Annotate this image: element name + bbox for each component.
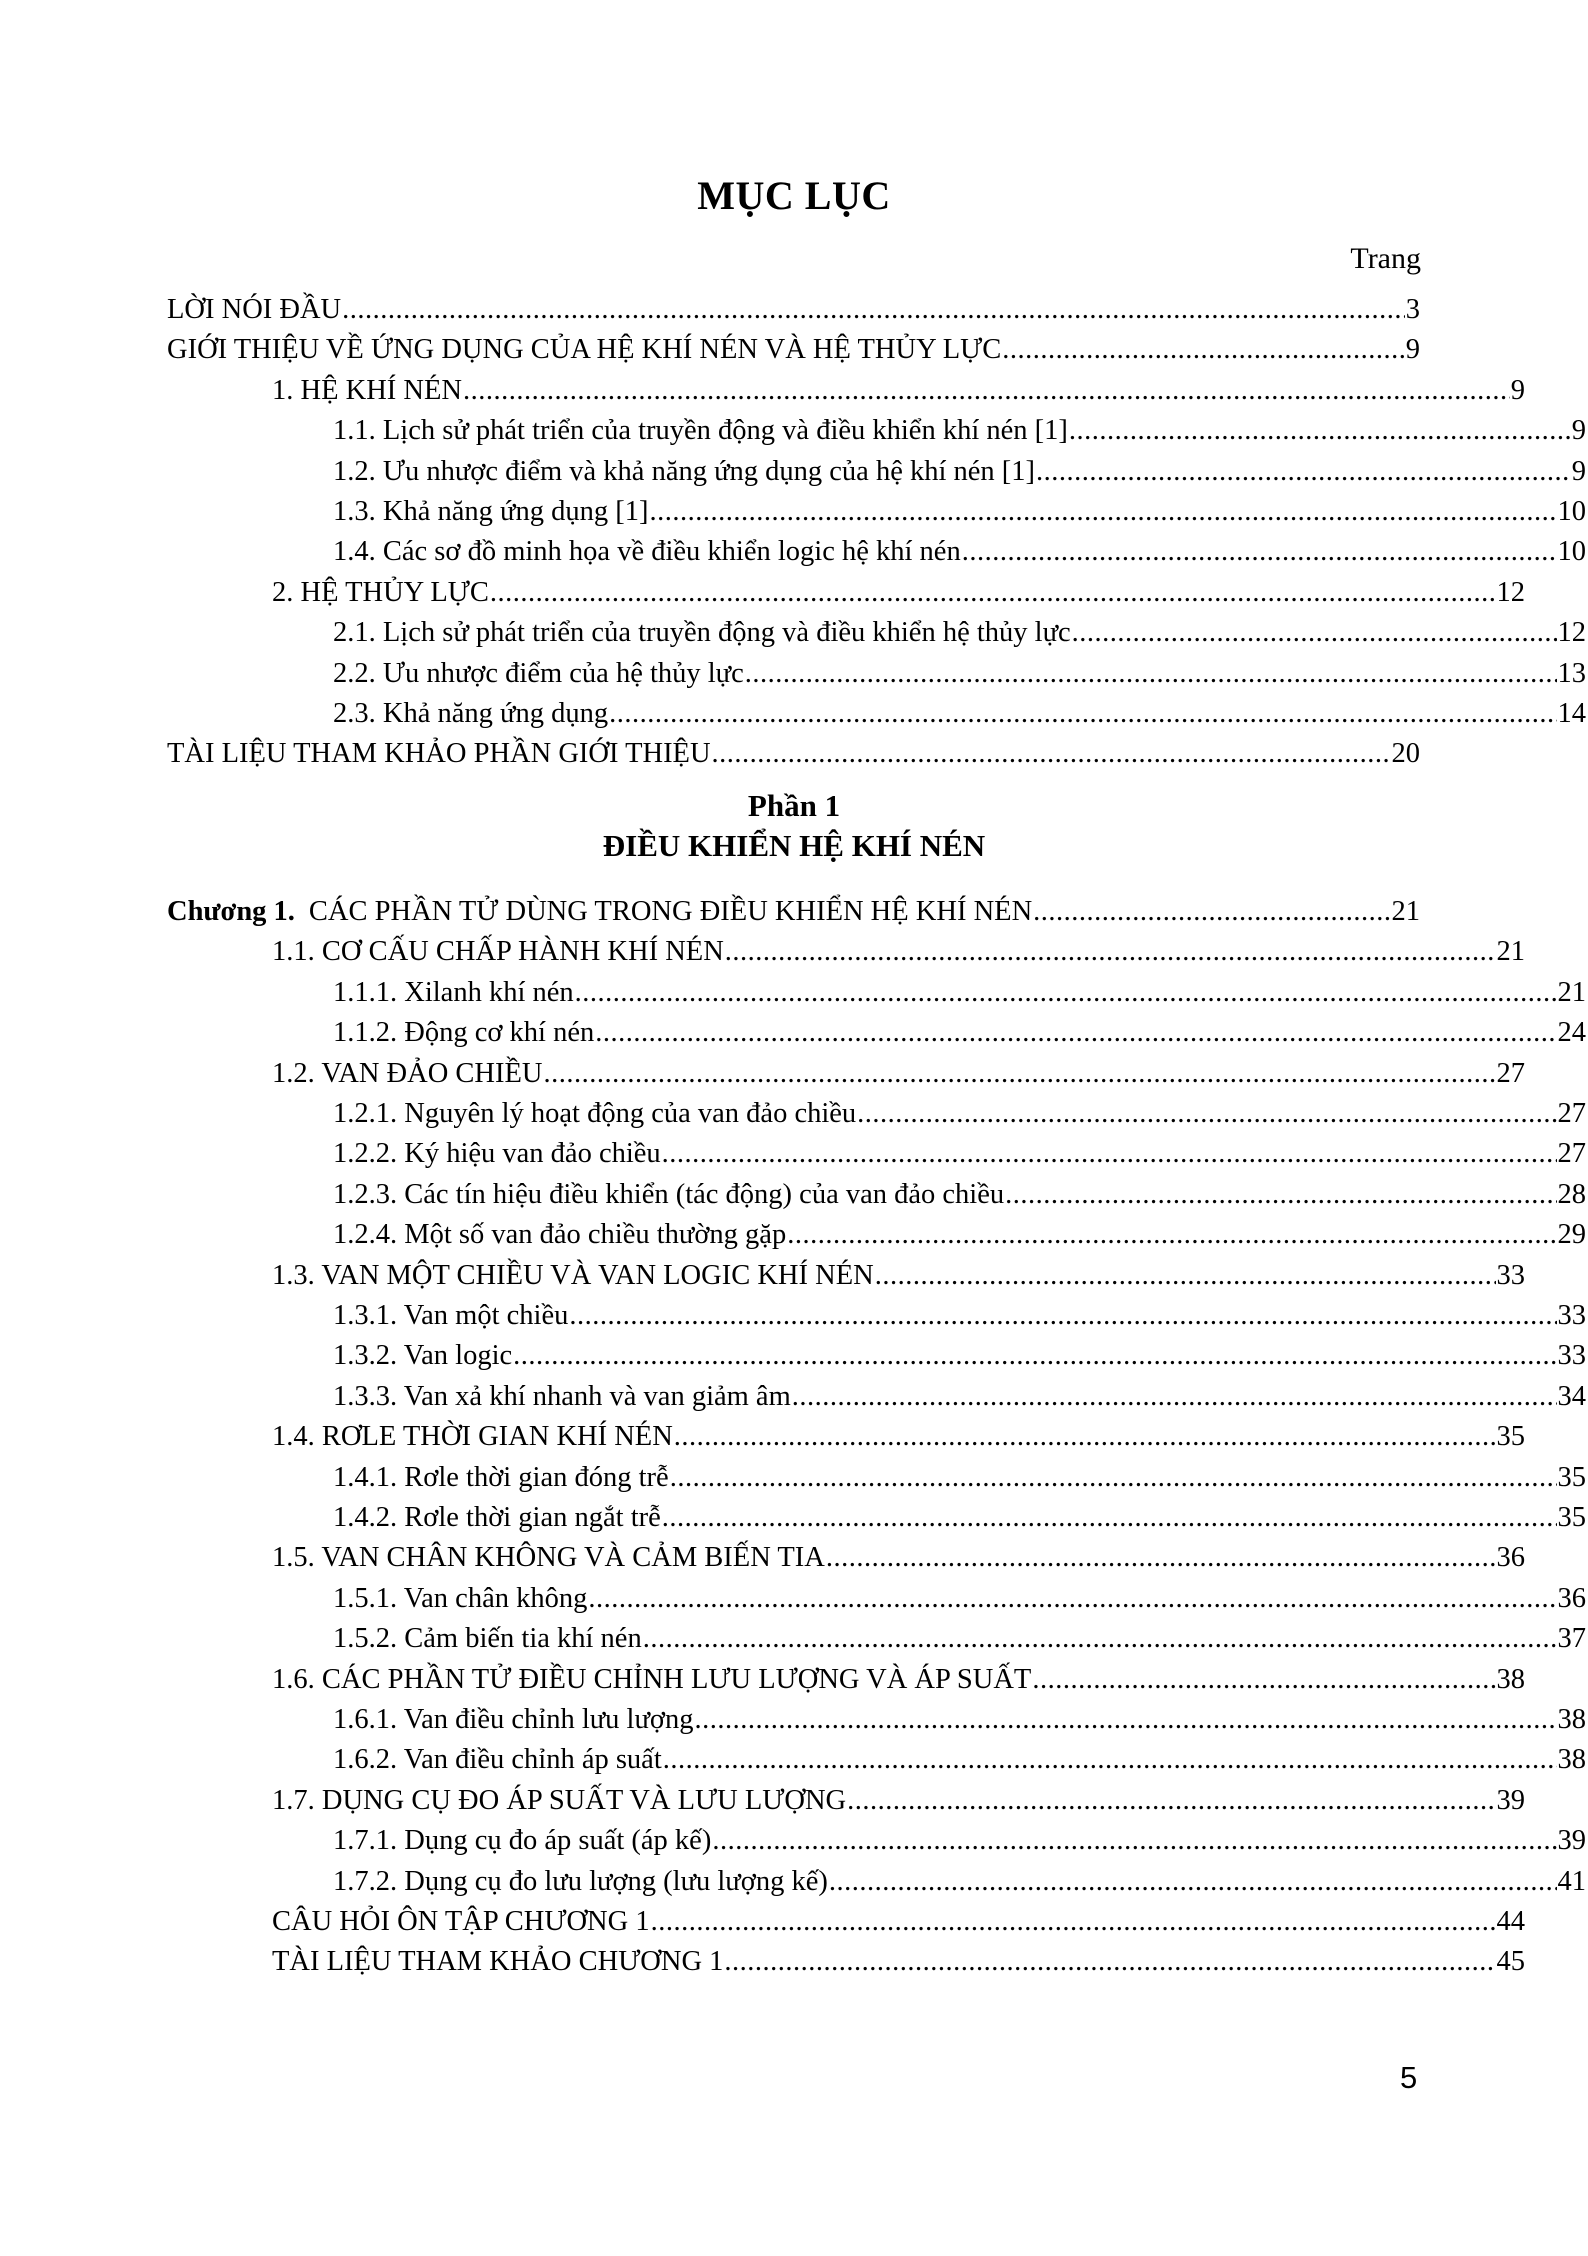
toc-entry-page: 41 xyxy=(1557,1865,1586,1897)
leader-dots xyxy=(745,654,1557,694)
toc-entry[interactable] xyxy=(167,1054,1525,1094)
toc-entry-page: 44 xyxy=(1496,1906,1525,1937)
toc-entry-label: 1.6.1. Van điều chỉnh lưu lượng xyxy=(333,1704,694,1735)
toc-entry-label: 1.3.2. Van logic xyxy=(333,1340,513,1372)
toc-entry[interactable] xyxy=(167,1781,1525,1821)
toc-entry-page: 9 xyxy=(1571,455,1586,487)
page-number: 5 xyxy=(1400,2060,1418,2095)
toc-entry-page: 9 xyxy=(1405,334,1420,366)
toc-entry-page: 27 xyxy=(1496,1057,1525,1089)
toc-entry-label: 1.4.1. Rơle thời gian đóng trễ xyxy=(333,1461,669,1493)
toc-entry-label: 2. HỆ THỦY LỰC xyxy=(272,576,489,608)
toc-entry[interactable] xyxy=(167,613,1586,653)
toc-entry-label: 1.4. Các sơ đồ minh họa về điều khiển logic hệ khí nén xyxy=(333,536,961,568)
toc-entry-page: 36 xyxy=(1496,1542,1525,1574)
toc-entry[interactable] xyxy=(167,932,1525,972)
leader-dots xyxy=(1033,892,1390,932)
toc-entry-label: 1.7. DỤNG CỤ ĐO ÁP SUẤT VÀ LƯU LƯỢNG xyxy=(272,1784,847,1816)
leader-dots xyxy=(725,932,1496,972)
toc-entry-label: 1.6.2. Van điều chỉnh áp suất xyxy=(333,1744,662,1776)
leader-dots xyxy=(463,371,1510,411)
toc-entry-page: 27 xyxy=(1557,1138,1586,1170)
toc-entry[interactable] xyxy=(167,1538,1525,1578)
toc-entry-label: 1.2.1. Nguyên lý hoạt động của van đảo chiều xyxy=(333,1098,857,1129)
leader-dots xyxy=(342,290,1405,330)
toc-entry-label: 1.4. RƠLE THỜI GIAN KHÍ NÉN xyxy=(272,1421,673,1453)
toc-entry-page: 33 xyxy=(1557,1340,1586,1372)
leader-dots xyxy=(651,1902,1496,1942)
toc-entry-label: 1.1.2. Động cơ khí nén xyxy=(333,1017,595,1049)
toc-entry-label: 1.3.1. Van một chiều xyxy=(333,1300,569,1331)
leader-dots xyxy=(490,573,1496,613)
toc-entry-page: 12 xyxy=(1557,617,1586,649)
toc-entry-page: 9 xyxy=(1571,415,1586,447)
toc-entry-label: 1.3.3. Van xả khí nhanh và van giảm âm xyxy=(333,1380,791,1412)
toc-entry[interactable] xyxy=(167,1377,1586,1417)
toc-entry-page: 38 xyxy=(1496,1663,1525,1695)
leader-dots xyxy=(1072,613,1557,653)
part-title: ĐIỀU KHIỂN HỆ KHÍ NÉN xyxy=(602,828,986,863)
leader-dots xyxy=(857,1094,1556,1134)
leader-dots xyxy=(588,1579,1556,1619)
toc-entry-label: 2.3. Khả năng ứng dụng xyxy=(333,698,609,729)
chapter-prefix: Chương 1. xyxy=(167,896,295,927)
toc-entry[interactable] xyxy=(167,734,1420,774)
toc-entry[interactable] xyxy=(167,1862,1586,1902)
toc-entry-page: 38 xyxy=(1557,1744,1586,1776)
leader-dots xyxy=(670,1458,1557,1498)
toc-entry-label: 1.3. VAN MỘT CHIỀU VÀ VAN LOGIC KHÍ NÉN xyxy=(272,1259,874,1291)
leader-dots xyxy=(695,1700,1557,1740)
toc-entry-page: 37 xyxy=(1557,1623,1586,1655)
toc-entry[interactable] xyxy=(167,1256,1525,1296)
toc-entry-label: GIỚI THIỆU VỀ ỨNG DỤNG CỦA HỆ KHÍ NÉN VÀ HỆ THỦY LỰC xyxy=(167,334,1002,366)
toc-entry-page: 28 xyxy=(1557,1178,1586,1210)
toc-entry[interactable] xyxy=(167,694,1586,734)
toc-entry[interactable] xyxy=(167,290,1420,330)
toc-entry-page: 21 xyxy=(1496,936,1525,968)
toc-entry-label: 2.1. Lịch sử phát triển của truyền động và điều khiển hệ thủy lực xyxy=(333,617,1071,649)
toc-entry[interactable] xyxy=(167,1942,1525,1982)
toc-entry[interactable] xyxy=(167,654,1586,694)
leader-dots xyxy=(674,1417,1496,1457)
toc-entry-page: 27 xyxy=(1557,1098,1586,1129)
toc-entry[interactable] xyxy=(167,1134,1586,1174)
leader-dots xyxy=(569,1296,1556,1336)
leader-dots xyxy=(1005,1175,1556,1215)
toc-entry[interactable] xyxy=(167,1458,1586,1498)
toc-entry-page: 38 xyxy=(1557,1704,1586,1735)
leader-dots xyxy=(787,1215,1556,1255)
toc-entry-page: 35 xyxy=(1496,1421,1525,1453)
toc-entry[interactable] xyxy=(167,1660,1525,1700)
leader-dots xyxy=(575,973,1557,1013)
toc-entry-label: CÁC PHẦN TỬ DÙNG TRONG ĐIỀU KHIỂN HỆ KHÍ NÉN xyxy=(308,896,1033,927)
toc-entry-page: 12 xyxy=(1496,576,1525,608)
toc-entry[interactable] xyxy=(167,1215,1586,1255)
toc-entry[interactable] xyxy=(167,371,1525,411)
toc-entry-page: 35 xyxy=(1557,1502,1586,1533)
toc-entry-label: TÀI LIỆU THAM KHẢO PHẦN GIỚI THIỆU xyxy=(167,738,711,770)
toc-entry-label: 1.5.1. Van chân không xyxy=(333,1582,588,1614)
toc-entry[interactable] xyxy=(167,573,1525,613)
leader-dots xyxy=(649,492,1556,532)
leader-dots xyxy=(712,734,1391,774)
toc-entry[interactable] xyxy=(167,1336,1586,1376)
toc-entry-page: 13 xyxy=(1557,657,1586,689)
toc-entry-label: 1.7.2. Dụng cụ đo lưu lượng (lưu lượng kế) xyxy=(333,1865,828,1897)
toc-entry-page: 36 xyxy=(1557,1582,1586,1614)
toc-entry-page: 33 xyxy=(1496,1259,1525,1291)
toc-entry[interactable] xyxy=(167,973,1586,1013)
leader-dots xyxy=(712,1821,1556,1861)
leader-dots xyxy=(595,1013,1556,1053)
leader-dots xyxy=(724,1942,1495,1982)
leader-dots xyxy=(1002,330,1404,370)
toc-entry-label: 1.5. VAN CHÂN KHÔNG VÀ CẢM BIẾN TIA xyxy=(272,1542,825,1574)
toc-entry-page: 14 xyxy=(1557,698,1586,729)
toc-entry-label: LỜI NÓI ĐẦU xyxy=(167,294,342,325)
leader-dots xyxy=(643,1619,1557,1659)
toc-entry[interactable] xyxy=(167,492,1586,532)
toc-entry[interactable] xyxy=(167,1175,1586,1215)
toc-entry-label: 1.6. CÁC PHẦN TỬ ĐIỀU CHỈNH LƯU LƯỢNG VÀ ÁP SUẤT xyxy=(272,1663,1032,1695)
toc-entry[interactable] xyxy=(167,1296,1586,1336)
toc-chapter-entry[interactable] xyxy=(167,892,1420,932)
toc-entry-label: 1.1.1. Xilanh khí nén xyxy=(333,976,574,1008)
leader-dots xyxy=(826,1538,1496,1578)
toc-entry-page: 21 xyxy=(1391,896,1420,927)
toc-entry-page: 39 xyxy=(1557,1825,1586,1857)
leader-dots xyxy=(875,1256,1496,1296)
part-label: Phần 1 xyxy=(747,788,841,823)
toc-entry-label: 1.3. Khả năng ứng dụng [1] xyxy=(333,496,649,527)
toc-entry[interactable] xyxy=(167,1013,1586,1053)
leader-dots xyxy=(609,694,1556,734)
toc-entry[interactable] xyxy=(167,532,1586,572)
toc-entry-page: 35 xyxy=(1557,1461,1586,1493)
toc-entry-label: 1.1. CƠ CẤU CHẤP HÀNH KHÍ NÉN xyxy=(272,936,724,968)
toc-entry[interactable] xyxy=(167,411,1586,451)
toc-entry-page: 45 xyxy=(1496,1946,1525,1978)
toc-entry-page: 9 xyxy=(1510,374,1525,406)
toc-entry[interactable] xyxy=(167,330,1420,370)
toc-entry-label: 2.2. Ưu nhược điểm của hệ thủy lực xyxy=(333,657,744,689)
toc-entry-label: 1.5.2. Cảm biến tia khí nén xyxy=(333,1623,642,1655)
leader-dots xyxy=(1069,411,1571,451)
toc-entry-label: TÀI LIỆU THAM KHẢO CHƯƠNG 1 xyxy=(272,1946,724,1978)
toc-entry-label: CÂU HỎI ÔN TẬP CHƯƠNG 1 xyxy=(272,1906,650,1937)
toc-entry-page: 20 xyxy=(1391,738,1420,770)
toc-entry-page: 34 xyxy=(1557,1380,1586,1412)
leader-dots xyxy=(962,532,1557,572)
toc-entry-label: 1.1. Lịch sử phát triển của truyền động và điều khiển khí nén [1] xyxy=(333,415,1068,447)
toc-entry[interactable] xyxy=(167,1579,1586,1619)
toc-entry-page: 33 xyxy=(1557,1300,1586,1331)
toc-entry-page: 21 xyxy=(1557,976,1586,1008)
toc-entry-label: 1.4.2. Rơle thời gian ngắt trễ xyxy=(333,1502,661,1533)
toc-entry-page: 29 xyxy=(1557,1219,1586,1251)
leader-dots xyxy=(847,1781,1495,1821)
page-title: MỤC LỤC xyxy=(697,173,891,218)
toc-entry-label: 1.2.4. Một số van đảo chiều thường gặp xyxy=(333,1219,787,1251)
toc-entry-label: 1. HỆ KHÍ NÉN xyxy=(272,374,462,406)
leader-dots xyxy=(663,1740,1557,1780)
toc-entry-page: 3 xyxy=(1405,294,1420,325)
toc-entry-page: 24 xyxy=(1557,1017,1586,1049)
toc-entry-label: 1.7.1. Dụng cụ đo áp suất (áp kế) xyxy=(333,1825,712,1857)
leader-dots xyxy=(544,1054,1496,1094)
toc-entry-label: 1.2. VAN ĐẢO CHIỀU xyxy=(272,1057,543,1089)
toc-entry-label: 1.2. Ưu nhược điểm và khả năng ứng dụng của hệ khí nén [1] xyxy=(333,455,1036,487)
leader-dots xyxy=(792,1377,1557,1417)
toc-entry-page: 10 xyxy=(1557,496,1586,527)
toc-entry[interactable] xyxy=(167,1619,1586,1659)
toc-entry-label: 1.2.2. Ký hiệu van đảo chiều xyxy=(333,1138,661,1170)
page-column-header: Trang xyxy=(1350,242,1421,275)
toc-entry[interactable] xyxy=(167,1821,1586,1861)
toc-entry[interactable] xyxy=(167,1902,1525,1942)
leader-dots xyxy=(662,1134,1557,1174)
leader-dots xyxy=(1036,452,1571,492)
toc-entry[interactable] xyxy=(167,1498,1586,1538)
leader-dots xyxy=(662,1498,1557,1538)
toc-entry-page: 10 xyxy=(1557,536,1586,568)
toc-entry[interactable] xyxy=(167,1417,1525,1457)
toc-entry-label: 1.2.3. Các tín hiệu điều khiển (tác động) của van đảo chiều xyxy=(333,1178,1005,1210)
toc-entry[interactable] xyxy=(167,1700,1586,1740)
toc-entry[interactable] xyxy=(167,1740,1586,1780)
toc-entry-page: 39 xyxy=(1496,1784,1525,1816)
leader-dots xyxy=(513,1336,1556,1376)
leader-dots xyxy=(1032,1660,1495,1700)
leader-dots xyxy=(829,1862,1557,1902)
toc-entry[interactable] xyxy=(167,452,1586,492)
toc-entry[interactable] xyxy=(167,1094,1586,1134)
